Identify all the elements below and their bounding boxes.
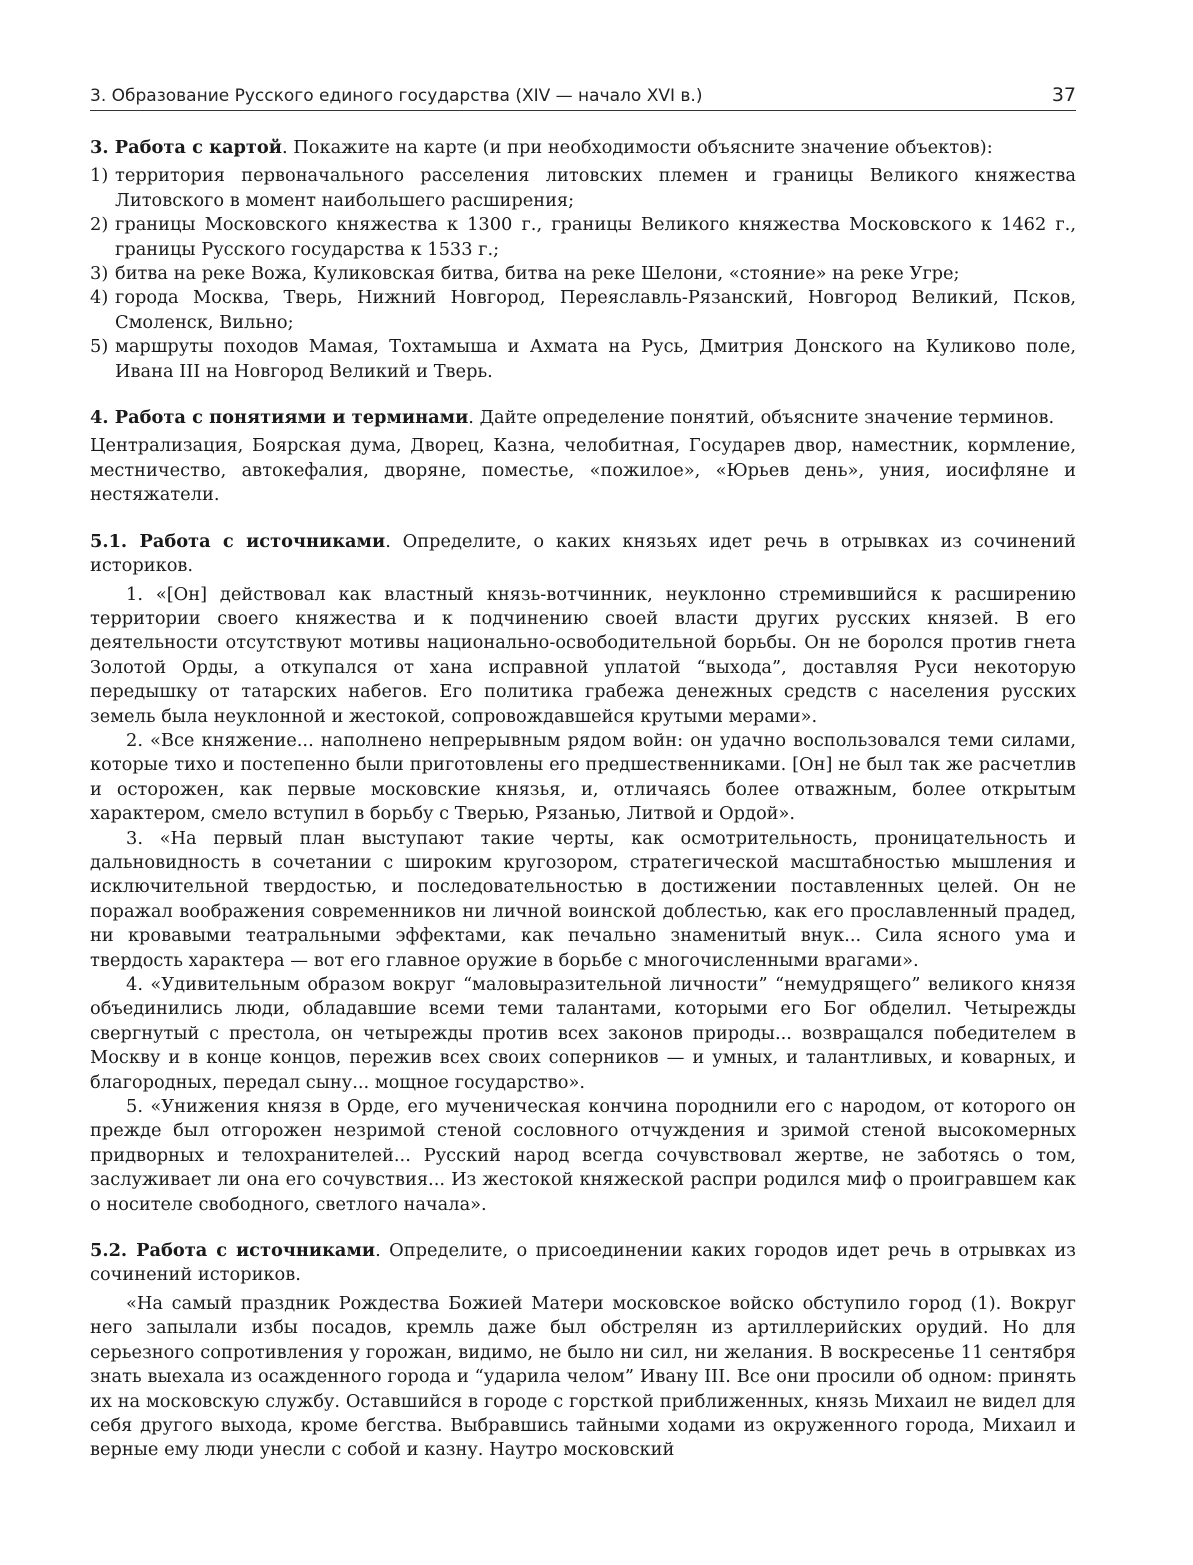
- list-item-number: 4): [90, 287, 109, 309]
- task-5-2-heading: [90, 1239, 1076, 1288]
- list-item: [90, 286, 1076, 335]
- list-item-number: 5): [90, 336, 109, 358]
- task-5-1-heading: [90, 530, 1076, 579]
- task-5-2-sources: [90, 1239, 1076, 1463]
- task-3-instruction: . Покажите на карте (и при необходимости объясните значение объектов):: [281, 137, 993, 158]
- header-rule: [90, 110, 1076, 111]
- task-3-label: 3. Работа с картой: [90, 137, 282, 158]
- excerpt-paragraph: 4. «Удивительным образом вокруг “маловыразительной личности” “немудрящего” великого князя объединились люди, обладавшие всеми теми талантами, которыми его Бог обделил. Четырежды свергнутый с престола, он четырежды против всех законов природы... возвращался победителем в Москву и в конце концов, пережив всех своих соперников — и умных, и талантливых, и коварных, и благородных, передал сыну... мощное государство».: [90, 974, 1076, 1093]
- task-3-heading: [90, 136, 1076, 160]
- task-4-label: 4. Работа с понятиями и терминами: [90, 407, 469, 429]
- chapter-title: 3. Образование Русского единого государства (XIV — начало XVI в.): [90, 86, 703, 106]
- excerpt-paragraph: 2. «Все княжение... наполнено непрерывным рядом войн: он удачно воспользовался теми силами, которые тихо и постепенно были приготовлены его предшественниками. [Он] не был так же расчетлив и осторожен, как первые московские князья, и, отличаясь более отважным, более открытым характером, смело вступил в борьбу с Тверью, Рязанью, Литвой и Ордой».: [90, 729, 1076, 825]
- section-gap: [90, 384, 1076, 406]
- list-item: [90, 164, 1076, 213]
- section-gap: [90, 508, 1076, 530]
- list-item-text: маршруты походов Мамая, Тохтамыша и Ахмата на Русь, Дмитрия Донского на Куликово поле, Ивана III на Новгород Великий и Тверь.: [115, 336, 1076, 382]
- list-item-text: битва на реке Вожа, Куликовская битва, битва на реке Шелони, «стояние» на реке Угре;: [115, 263, 960, 285]
- running-head: [90, 84, 1076, 106]
- list-item: [90, 335, 1076, 384]
- task-3-list: [90, 164, 1076, 384]
- excerpt-paragraph: 3. «На первый план выступают такие черты, как осмотрительность, проницательность и дальновидность в сочетании с широким кругозором, стратегической масштабностью мышления и исключительной твердостью, и последовательностью в достижении поставленных целей. Он не поражал воображения современников ни личной воинской доблестью, как его прославленный прадед, ни кровавыми театральными эффектами, как печально знаменитый внук... Сила ясного ума и твердость характера — вот его главное оружие в борьбе с многочисленными врагами».: [90, 827, 1076, 971]
- page-number: 37: [1051, 84, 1076, 106]
- list-item: [90, 262, 1076, 286]
- list-item-number: 1): [90, 165, 109, 187]
- list-item: [90, 213, 1076, 262]
- list-item-text: территория первоначального расселения литовских племен и границы Великого княжества Литовского в момент наибольшего расширения;: [115, 165, 1076, 211]
- section-gap: [90, 1217, 1076, 1239]
- task-5-2-instruction: . Определите, о присоединении каких городов идет речь в отрывках из сочинений историков.: [90, 1240, 1076, 1286]
- task-3-map: [90, 136, 1076, 384]
- task-4-terms: [90, 406, 1076, 508]
- excerpt-paragraph: «На самый праздник Рождества Божией Матери московское войско обступило город (1). Вокруг него запылали избы посадов, кремль даже был обстрелян из артиллерийских орудий. Но для серьезного сопротивления у горожан, видимо, не было ни сил, ни желания. В воскресенье 11 сентября знать выехала из осажденного города и “ударила челом” Ивану III. Все они просили об одном: принять их на московскую службу. Оставшийся в городе с горсткой приближенных, князь Михаил не видел для себя другого выхода, кроме бегства. Выбравшись тайными ходами из окруженного города, Михаил и верные ему люди унесли с собой и казну. Наутро московский: [90, 1292, 1076, 1461]
- terms-list: Централизация, Боярская дума, Дворец, Казна, челобитная, Государев двор, наместник, кормление, местничество, автокефалия, дворяне, поместье, «пожилое», «Юрьев день», уния, иосифляне и нестяжатели.: [90, 435, 1076, 506]
- list-item-number: 2): [90, 214, 109, 236]
- task-5-1-instruction: . Определите, о каких князьях идет речь в отрывках из сочинений историков.: [90, 530, 1076, 577]
- list-item-number: 3): [90, 263, 109, 285]
- task-5-2-label: 5.2. Работа с источниками: [90, 1240, 376, 1262]
- excerpt-paragraph: 1. «[Он] действовал как властный князь-вотчинник, неуклонно стремившийся к расширению территории своего княжества и к подчинению своей власти других русских князей. В его деятельности отсутствуют мотивы национально-освободительной борьбы. Он не боролся против гнета Золотой Орды, а откупался от хана исправной уплатой “выхода”, доставляя Руси некоторую передышку от татарских набегов. Его политика грабежа денежных средств с населения русских земель была неуклонной и жестокой, сопровождавшейся крутыми мерами».: [90, 583, 1076, 727]
- task-4-instruction: . Дайте определение понятий, объясните значение терминов.: [468, 407, 1055, 429]
- list-item-text: границы Московского княжества к 1300 г., границы Великого княжества Московского к 1462 г., границы Русского государства к 1533 г.;: [115, 214, 1076, 260]
- excerpt-paragraph: 5. «Унижения князя в Орде, его мученическая кончина породнили его с народом, от которого он прежде был отгорожен незримой стеной сословного отчуждения и зримой стеной высокомерных придворных и телохранителей... Русский народ всегда сочувствовал жертве, не заботясь о том, заслуживает ли она его сочувствия... Из жестокой княжеской распри родился миф о проигравшем как о носителе свободного, светлого начала».: [90, 1096, 1076, 1215]
- task-5-1-sources: [90, 530, 1076, 1217]
- task-5-1-label: 5.1. Работа с источниками: [90, 530, 386, 552]
- page-content: [90, 136, 1076, 1463]
- task-4-heading: [90, 406, 1076, 430]
- list-item-text: города Москва, Тверь, Нижний Новгород, Переяславль-Рязанский, Новгород Великий, Псков, Смоленск, Вильно;: [115, 287, 1076, 333]
